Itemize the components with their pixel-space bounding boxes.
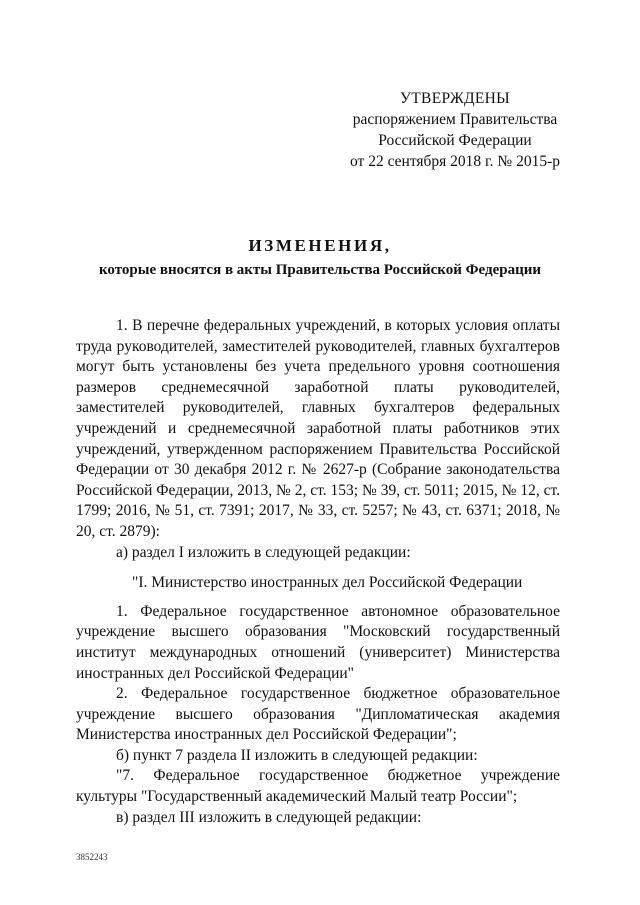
paragraph-7: "7. Федеральное государственное бюджетное учреждение культуры "Государственный академический Малый театр России";: [76, 767, 560, 806]
paragraph-1: 1. В перечне федеральных учреждений, в которых условия оплаты труда руководителей, заместителей руководителей, главных бухгалтеров могут быть установлены без учета предельного уровня соотношения размеров среднемесячной заработной платы руководителей, заместителей руководителей, главных бухгалтеров федеральных учреждений и среднемесячной заработной платы работников этих учреждений, утвержденном распоряжением Правительства Российской Федерации от 30 декабря 2012 г. № 2627-р (Собрание законодательства Российской Федерации, 2013, № 2, ст. 153; № 39, ст. 5011; 2015, № 12, ст. 1799; 2016, № 51, ст. 7391; 2017, № 33, ст. 5257; № 43, ст. 6371; 2018, № 20, ст. 2879):: [76, 317, 560, 540]
paragraph-8: в) раздел III изложить в следующей редакции:: [116, 808, 422, 826]
paragraph-4: 1. Федеральное государственное автономное образовательное учреждение высшего образования "Московский государственный институт международных отношений (университет) Министерства иностранных дел Российской Федерации": [76, 602, 560, 682]
approval-heading: УТВЕРЖДЕНЫ: [400, 90, 510, 107]
paragraph-2: а) раздел I изложить в следующей редакции:: [116, 543, 411, 561]
approval-stamp: [330, 88, 580, 172]
document-number: 3852243: [76, 852, 108, 862]
document-body: [76, 316, 560, 828]
paragraph-6: б) пункт 7 раздела II изложить в следующей редакции:: [116, 746, 478, 764]
document-title: ИЗМЕНЕНИЯ,: [248, 236, 392, 255]
section-heading-1: "I. Министерство иностранных дел Российской Федерации: [132, 574, 523, 592]
approval-line-1: распоряжением Правительства: [352, 111, 558, 128]
paragraph-5: 2. Федеральное государственное бюджетное образовательное учреждение высшего образования "Дипломатическая академия Министерства иностранных дел Российской Федерации";: [76, 685, 560, 744]
document-subtitle: которые вносятся в акты Правительства Российской Федерации: [98, 262, 542, 278]
approval-line-2: Российской Федерации: [378, 132, 532, 149]
approval-line-3: от 22 сентября 2018 г. № 2015-р: [350, 153, 560, 170]
